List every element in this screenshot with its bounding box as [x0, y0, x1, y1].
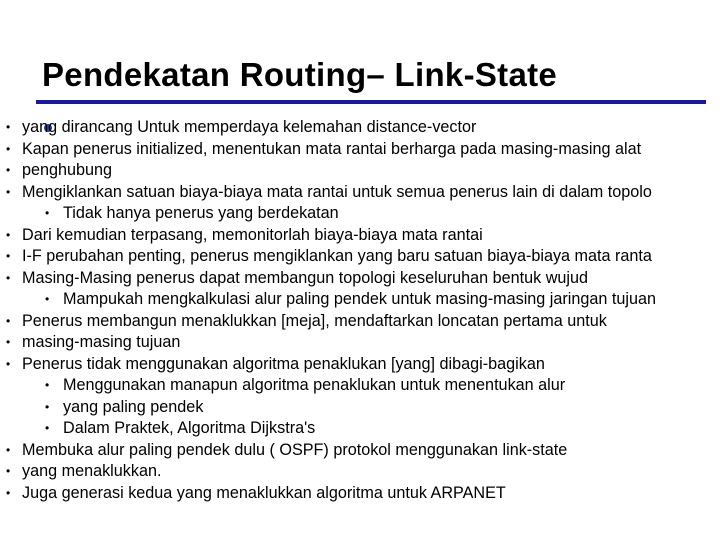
bullet-icon: • — [6, 141, 11, 156]
sub-list-item — [0, 418, 720, 440]
list-item — [0, 246, 720, 268]
list-item — [0, 483, 720, 505]
bullet-icon: • — [45, 206, 50, 220]
list-item-text: Mengiklankan satuan biaya-biaya mata rantai untuk semua penerus lain di dalam topolo — [22, 182, 652, 201]
list-item — [0, 225, 720, 247]
sub-list-item-text: Mampukah mengkalkulasi alur paling pendek untuk masing-masing jaringan tujuan — [63, 290, 656, 308]
bullet-icon: • — [6, 120, 11, 134]
list-item — [0, 354, 720, 376]
list-item-text: Penerus tidak menggunakan algoritma penaklukan [yang] dibagi-bagikan — [22, 354, 545, 373]
bullet-icon: • — [45, 378, 50, 392]
bullet-icon: • — [6, 313, 11, 328]
list-item-text: yang dirancang Untuk memperdaya kelemahan distance-vector — [22, 118, 477, 136]
list-item — [0, 461, 720, 483]
bullet-icon: • — [6, 270, 11, 285]
sub-list-item-text: yang paling pendek — [63, 397, 204, 416]
list-item — [0, 311, 720, 333]
sub-list-item-text: Tidak hanya penerus yang berdekatan — [63, 204, 339, 222]
bullet-icon: • — [6, 163, 11, 177]
list-item-text: Membuka alur paling pendek dulu ( OSPF) protokol menggunakan link-state — [22, 440, 568, 459]
list-item — [0, 139, 720, 161]
list-item — [0, 332, 720, 354]
bullet-list — [0, 117, 720, 504]
sub-list-item-text: Dalam Praktek, Algoritma Dijkstra's — [63, 419, 316, 437]
sub-list-item — [0, 375, 720, 397]
bullet-icon: • — [6, 485, 11, 500]
list-item-text: I-F perubahan penting, penerus mengiklankan yang baru satuan biaya-biaya mata ranta — [22, 247, 652, 265]
bullet-icon: • — [6, 356, 11, 371]
bullet-icon: • — [45, 292, 50, 306]
list-item — [0, 117, 720, 139]
list-item-text: masing-masing tujuan — [22, 333, 181, 351]
bullet-icon: • — [6, 464, 11, 478]
bullet-icon: • — [6, 442, 11, 457]
bullet-icon: • — [6, 249, 11, 263]
list-item — [0, 440, 720, 462]
bullet-icon: • — [45, 399, 50, 414]
bullet-icon: • — [6, 184, 11, 199]
list-item-text: penghubung — [22, 161, 113, 179]
list-item-text: Juga generasi kedua yang menaklukkan algoritma untuk ARPANET — [22, 483, 506, 502]
sub-list-item — [0, 289, 720, 311]
list-item-text: Masing-Masing penerus dapat membangun topologi keseluruhan bentuk wujud — [22, 268, 589, 287]
list-item-text: Dari kemudian terpasang, memonitorlah biaya-biaya mata rantai — [22, 225, 483, 244]
sub-list-item — [0, 203, 720, 225]
slide-title: Pendekatan Routing– Link-State — [42, 56, 558, 93]
list-item-text: Kapan penerus initialized, menentukan mata rantai berharga pada masing-masing alat — [22, 139, 642, 158]
bullet-icon: • — [45, 421, 50, 435]
list-item-text: Penerus membangun menaklukkan [meja], mendaftarkan loncatan pertama untuk — [22, 311, 607, 330]
list-item — [0, 160, 720, 182]
bullet-icon: • — [6, 335, 11, 349]
list-item-text: yang menaklukkan. — [22, 462, 162, 480]
title-underline — [36, 100, 706, 104]
list-item — [0, 268, 720, 290]
sub-list-item — [0, 397, 720, 419]
sub-list-item-text: Menggunakan manapun algoritma penaklukan untuk menentukan alur — [63, 376, 566, 394]
bullet-icon: • — [6, 227, 11, 242]
list-item — [0, 182, 720, 204]
